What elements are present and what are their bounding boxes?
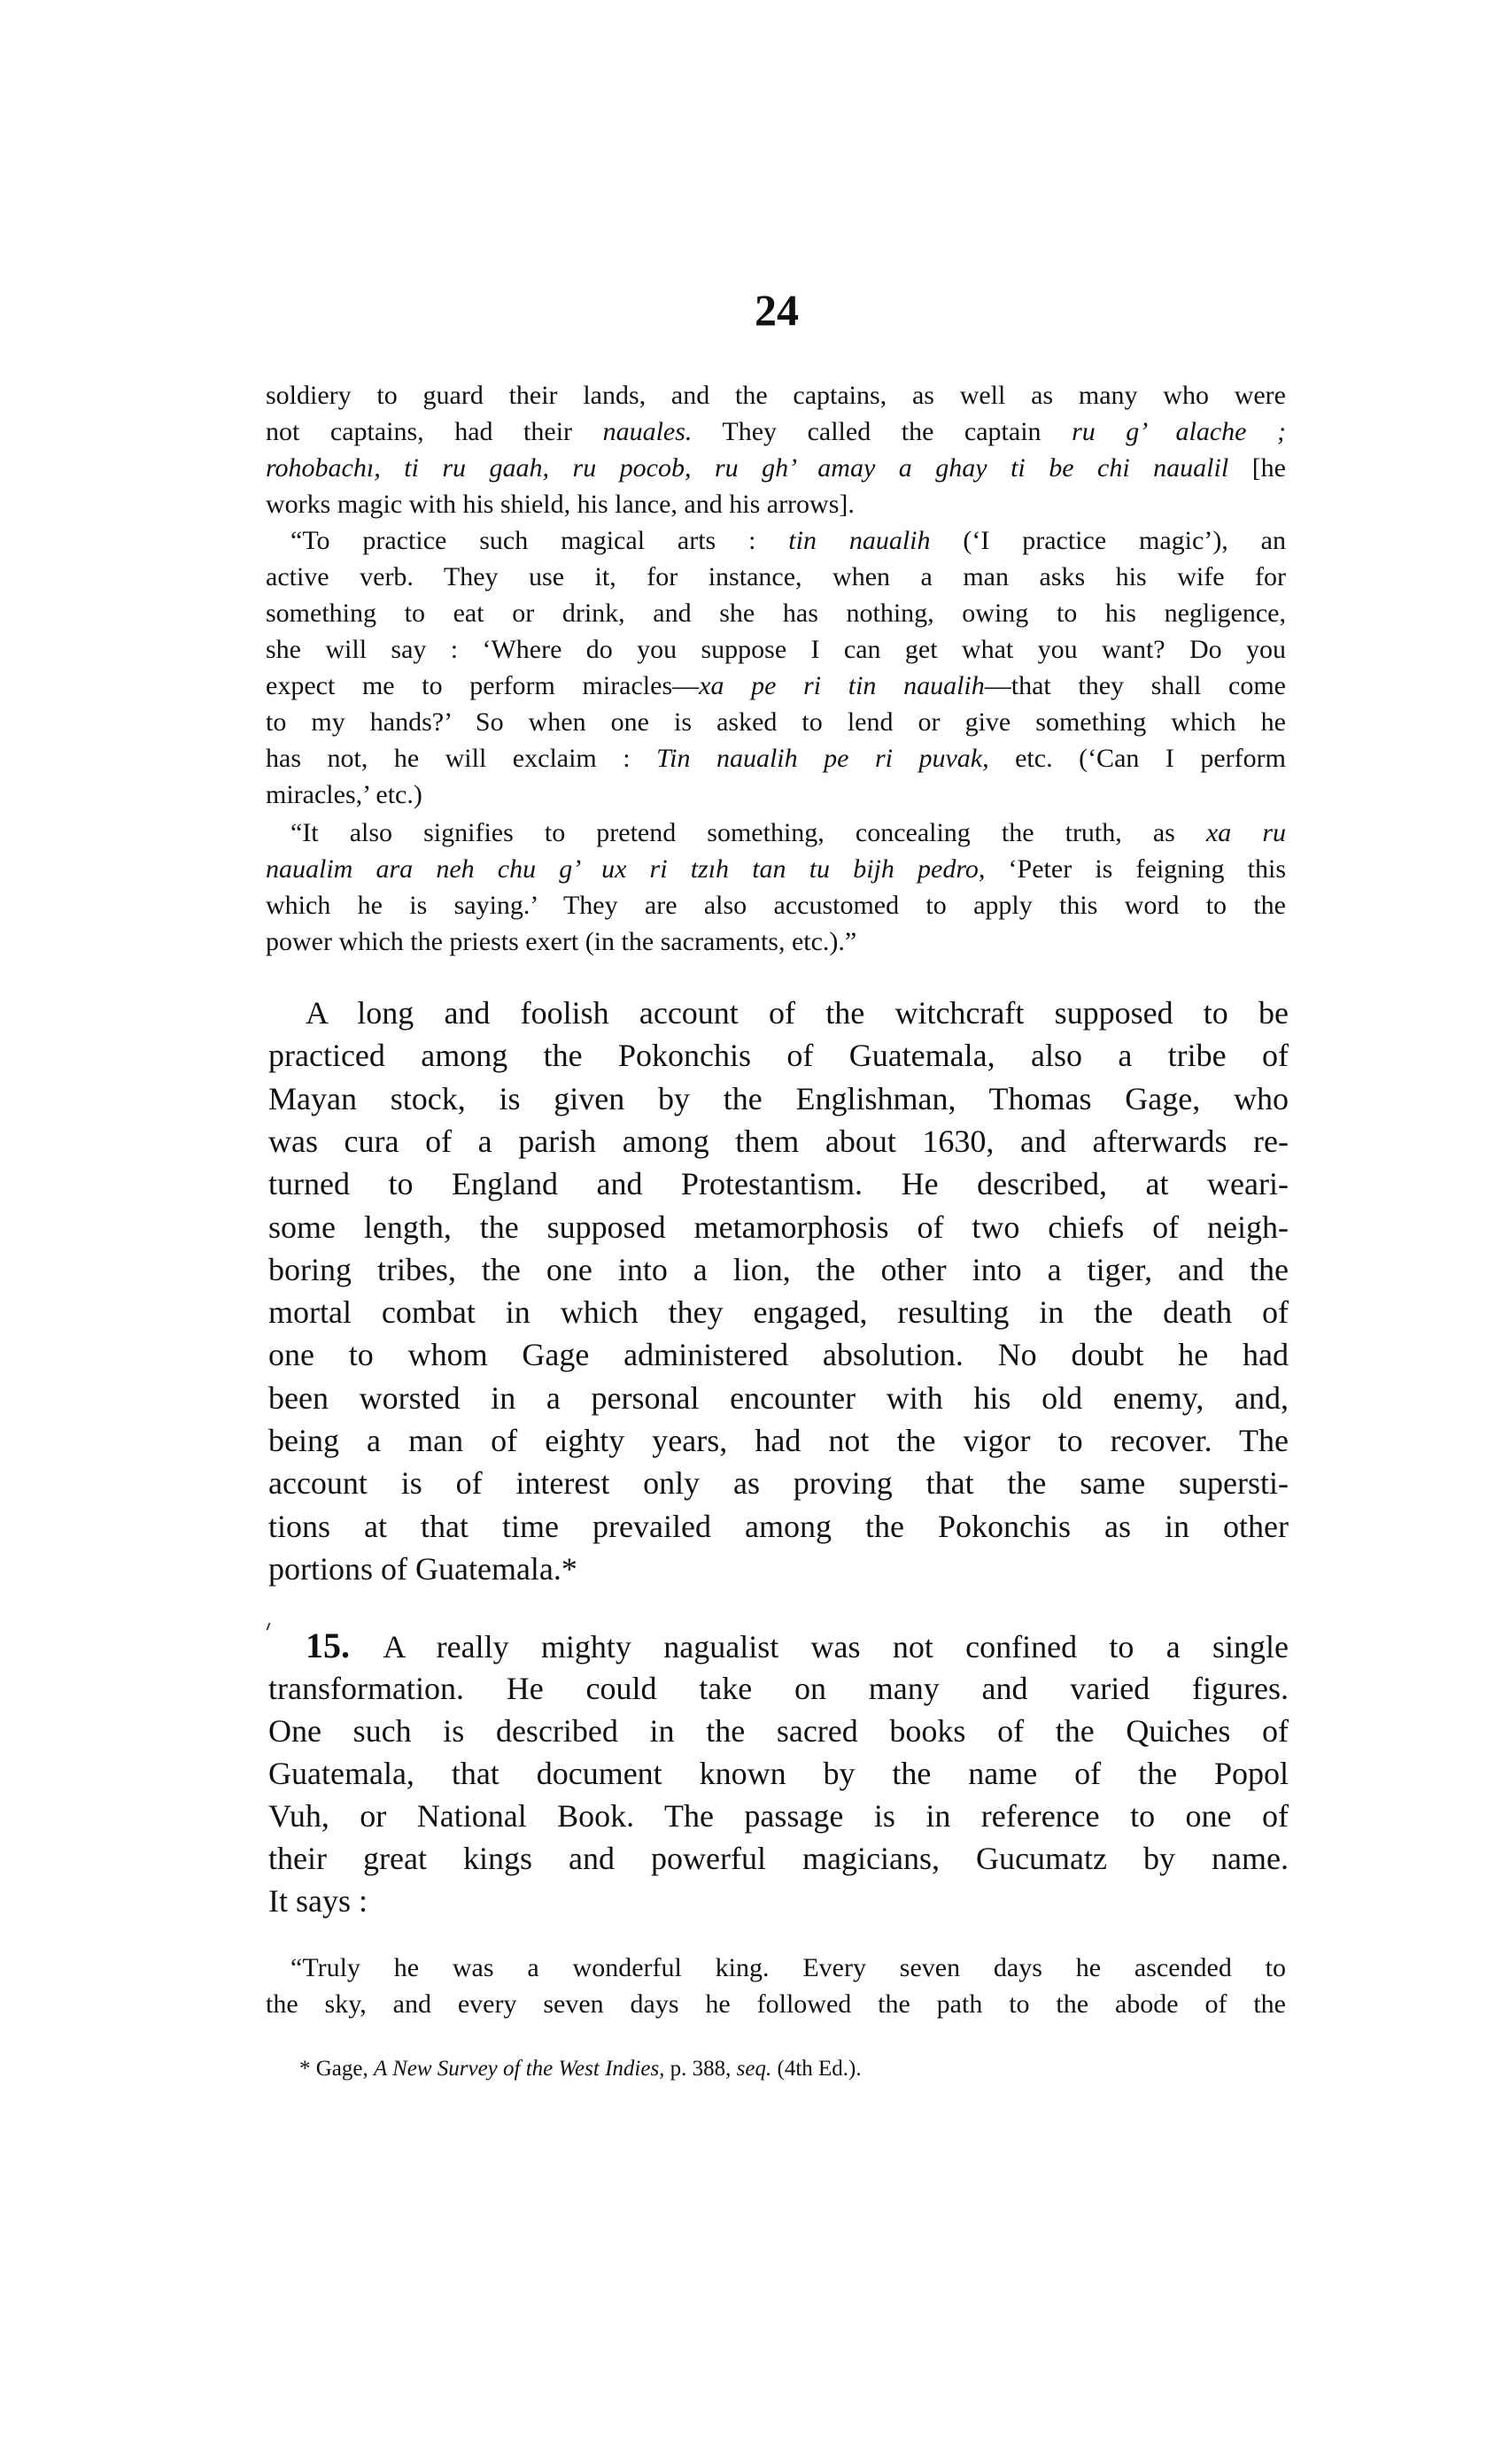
- text-segment: ‘Peter is feigning this: [985, 854, 1286, 884]
- text-segment: They called the captain: [692, 417, 1072, 446]
- scan-artifact-mark: [267, 1623, 271, 1630]
- text-line: [266, 377, 1286, 413]
- text-segment: (‘I practice magic’), an: [930, 526, 1286, 555]
- text-line: “Truly he was a wonderful king. Every seven days he ascended to: [290, 1953, 1286, 1982]
- text-line: [266, 776, 1286, 813]
- text-line: transformation. He could take on many and varied figures.: [268, 1671, 1289, 1706]
- text-line: [266, 668, 1286, 704]
- text-segment: something to eat or drink, and she has nothing, owing to his negligence,: [266, 599, 1286, 628]
- text-line: [266, 413, 1286, 450]
- native-term: nauales.: [602, 417, 693, 446]
- text-segment: expect me to perform miracles—: [266, 671, 700, 700]
- text-segment: has not, he will exclaim :: [266, 744, 657, 773]
- text-line: turned to England and Protestantism. He described, at weari-: [268, 1166, 1289, 1201]
- text-segment: she will say : ‘Where do you suppose I can get what you want? Do you: [266, 635, 1286, 664]
- text-line: their great kings and powerful magicians, Gucumatz by name.: [268, 1841, 1289, 1876]
- section-number: 15.: [306, 1626, 383, 1665]
- text-line: Guatemala, that document known by the name of the Popol: [268, 1756, 1289, 1791]
- text-line: [290, 522, 1286, 559]
- native-term: xa pe ri tin naualih: [699, 671, 985, 700]
- native-term: rohobachı, ti ru gaah, ru pocob, ru gh’ amay a ghay ti be chi naualil: [266, 453, 1229, 483]
- text-line: [266, 559, 1286, 595]
- text-segment: etc. (‘Can I perform: [988, 744, 1286, 773]
- text-line: [266, 887, 1286, 923]
- native-term: Tin naualih pe ri puvak,: [656, 744, 989, 773]
- text-line: been worsted in a personal encounter with his old enemy, and,: [268, 1380, 1289, 1416]
- text-segment: not captains, had their: [266, 417, 603, 446]
- text-line: account is of interest only as proving that the same supersti-: [268, 1465, 1289, 1501]
- text-line: the sky, and every seven days he followed the path to the abode of the: [266, 1989, 1286, 2019]
- text-line: [266, 851, 1286, 887]
- text-line: [266, 631, 1286, 668]
- text-line: [266, 740, 1286, 776]
- text-segment: —that they shall come: [984, 671, 1287, 700]
- text-segment: active verb. They use it, for instance, when a man asks his wife for: [266, 562, 1286, 591]
- text-line: Mayan stock, is given by the Englishman, Thomas Gage, who: [268, 1081, 1289, 1116]
- text-line: was cura of a parish among them about 1630, and afterwards re-: [268, 1124, 1289, 1159]
- text-line: [266, 704, 1286, 740]
- text-line: [266, 923, 1286, 960]
- text-line: Vuh, or National Book. The passage is in reference to one of: [268, 1798, 1289, 1834]
- footnote-edition: (4th Ed.).: [777, 2057, 862, 2081]
- text-segment: to my hands?’ So when one is asked to lend or give something which he: [266, 707, 1286, 737]
- text-segment: works magic with his shield, his lance, and his arrows].: [266, 490, 855, 519]
- text-line: boring tribes, the one into a lion, the other into a tiger, and the: [268, 1252, 1289, 1287]
- footnote-page-ref: p. 388,: [670, 2057, 732, 2081]
- text-line: portions of Guatemala.*: [268, 1551, 577, 1587]
- text-segment: “To practice such magical arts :: [290, 526, 789, 555]
- native-term: xa ru: [1205, 818, 1286, 847]
- text-line: one to whom Gage administered absolution. No doubt he had: [268, 1337, 1289, 1372]
- native-term: ru g’ alache ;: [1072, 417, 1287, 446]
- native-term: naualim ara neh chu g’ ux ri tzıh tan tu bijh pedro,: [266, 854, 986, 884]
- text-line: tions at that time prevailed among the Pokonchis as in other: [268, 1509, 1289, 1544]
- text-segment: A really mighty nagualist was not confined to a single: [383, 1629, 1289, 1665]
- text-segment: miracles,’ etc.): [266, 780, 422, 809]
- footnote-marker: *: [299, 2057, 311, 2081]
- text-line: some length, the supposed metamorphosis of two chiefs of neigh-: [268, 1209, 1289, 1245]
- text-line: [306, 1625, 1289, 1668]
- text-line: [266, 595, 1286, 631]
- text-line: practiced among the Pokonchis of Guatemala, also a tribe of: [268, 1038, 1289, 1073]
- text-line: [290, 815, 1286, 851]
- text-segment: soldiery to guard their lands, and the captains, as well as many who were: [266, 381, 1286, 410]
- native-term: tin naualih: [788, 526, 931, 555]
- text-line: A long and foolish account of the witchcraft supposed to be: [306, 995, 1289, 1031]
- text-line: [266, 486, 1286, 522]
- page-number: 24: [755, 285, 799, 335]
- footnote-title: A New Survey of the West Indies,: [374, 2057, 665, 2081]
- text-segment: power which the priests exert (in the sacraments, etc.).”: [266, 927, 857, 956]
- text-segment: “It also signifies to pretend something, concealing the truth, as: [290, 818, 1206, 847]
- text-line: It says :: [268, 1883, 368, 1919]
- footnote: [299, 2056, 862, 2082]
- footnote-author: Gage,: [315, 2057, 368, 2081]
- text-line: mortal combat in which they engaged, resulting in the death of: [268, 1294, 1289, 1330]
- text-line: being a man of eighty years, had not the vigor to recover. The: [268, 1423, 1289, 1458]
- text-segment: [he: [1228, 453, 1286, 483]
- footnote-seq: seq.: [736, 2057, 772, 2081]
- text-line: [266, 450, 1286, 486]
- text-segment: which he is saying.’ They are also accustomed to apply this word to the: [266, 891, 1286, 920]
- text-line: One such is described in the sacred books of the Quiches of: [268, 1713, 1289, 1749]
